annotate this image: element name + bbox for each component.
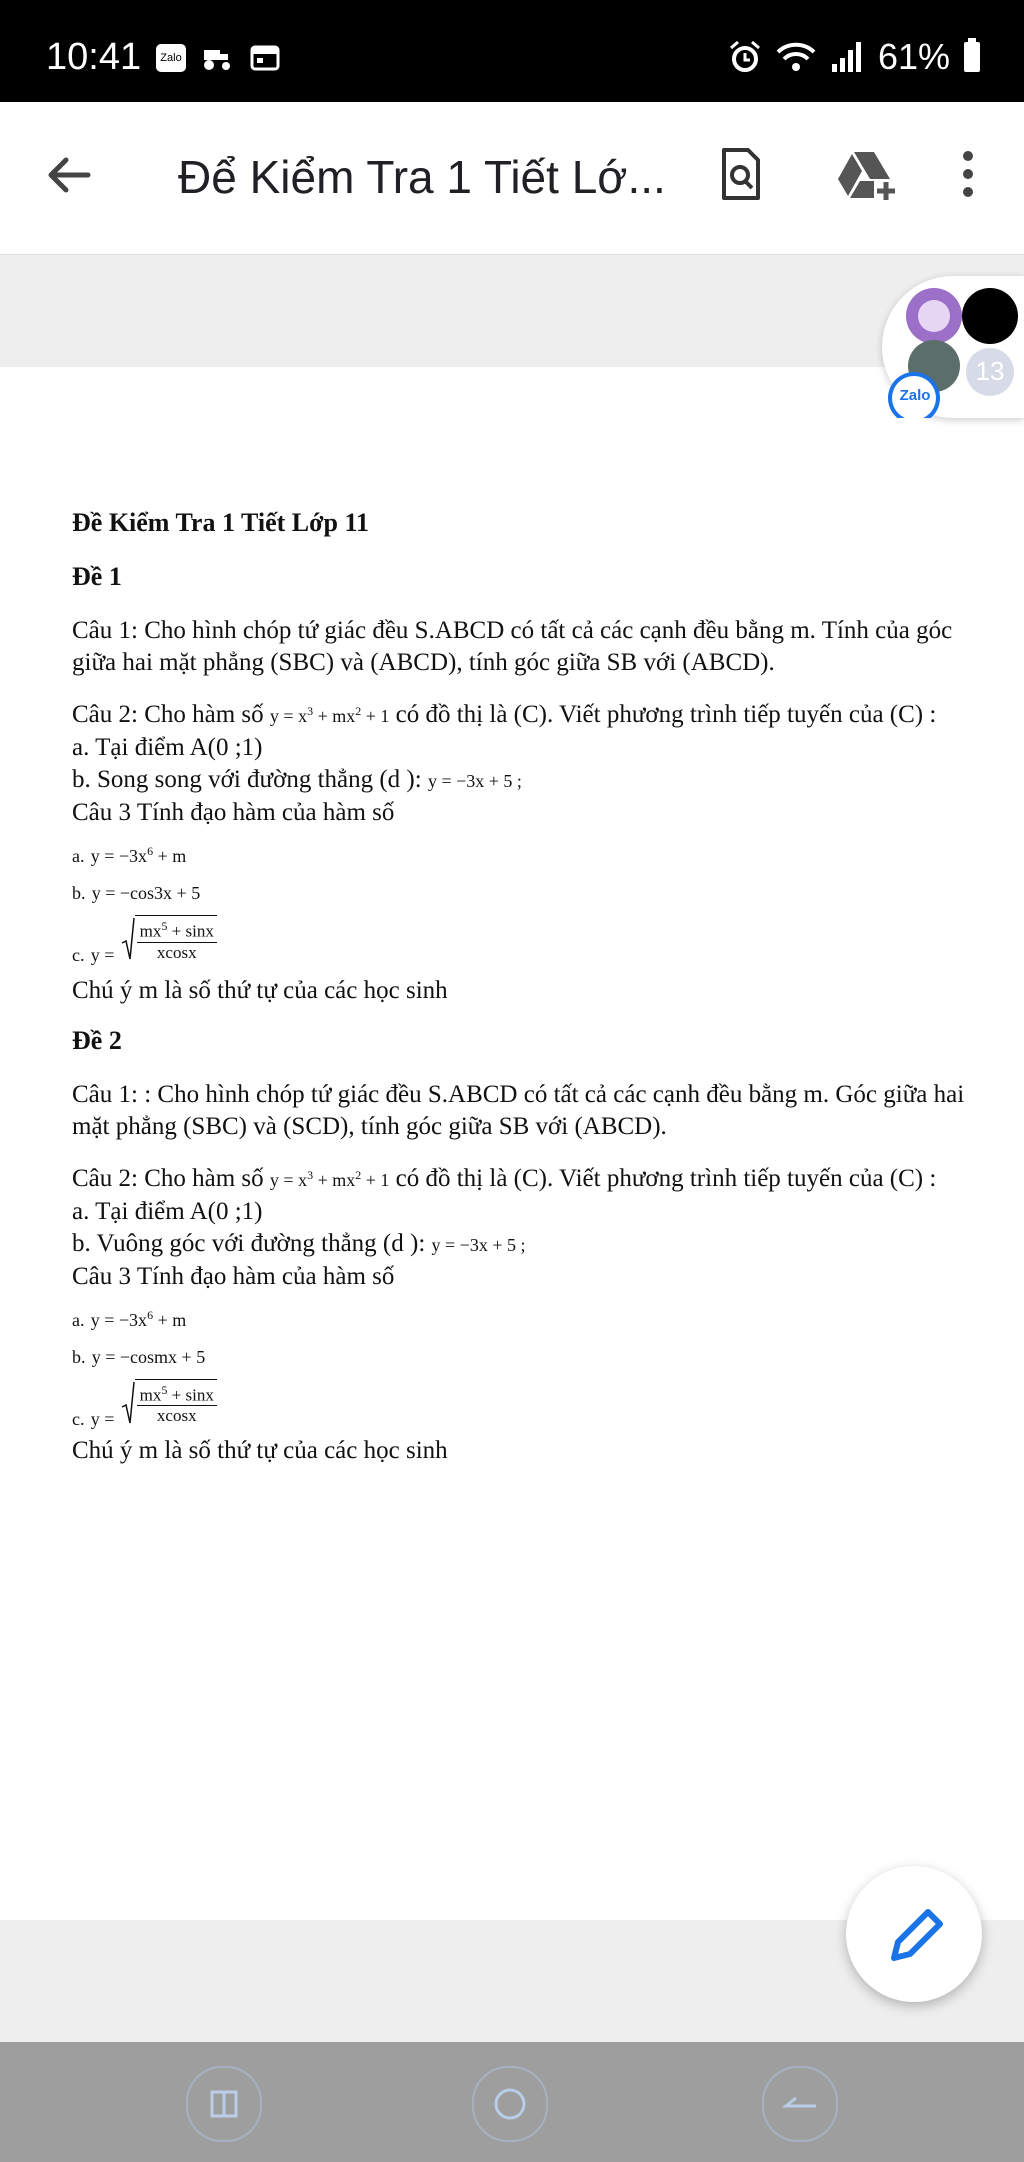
de2-item-c: c. y = $\frac{mx^5 + \sin x}{xcosx}$ [72, 1379, 992, 1435]
de1-func-math: $y = x^3 + mx^2 + 1$ [269, 704, 390, 726]
edit-fab-button[interactable] [846, 1866, 982, 2002]
de2-heading: Đề 2 [72, 1025, 122, 1055]
status-time: 10:41 [46, 36, 142, 78]
de1-heading: Đề 1 [72, 562, 122, 591]
de1-point-a: a. Tại điểm A(0 ;1) [72, 734, 263, 761]
de2-point-b: b. Vuông góc với đường thẳng (d ): y = −3x + 5 ; [72, 1229, 526, 1257]
system-nav-bar [0, 2042, 1024, 2162]
recents-icon [188, 2068, 260, 2140]
status-bar [0, 0, 1024, 102]
document-page [0, 367, 1024, 1920]
de2-func-math: $y = x^3 + mx^2 + 1$ [269, 1167, 390, 1190]
de2-item-b: b. y = −cosmx + 5 [72, 1346, 206, 1367]
alarm-icon [728, 40, 762, 74]
battery-icon [964, 42, 980, 72]
de2-cau1: Câu 1: : Cho hình chóp tứ giác đều S.ABCD có tất cả các cạnh đều bằng m. Góc giữa hai mặt phẳng (SBC) và (SCD), tính góc giữa SB với (ABCD). [72, 1080, 965, 1140]
de1-item-b: b. y = −cos3x + 5 [72, 883, 201, 903]
document-body [72, 507, 992, 1483]
home-button[interactable] [472, 2066, 548, 2142]
back-nav-icon [764, 2068, 836, 2140]
de1-cau3: Câu 3 Tính đạo hàm của hàm số [72, 799, 395, 826]
chat-head-bubble[interactable] [882, 276, 1024, 418]
de1-item-c: c. y = $\frac{mx^5 + \sin x}{xcosx}$ [72, 915, 992, 971]
signal-icon [830, 40, 864, 74]
calendar-notification-icon [250, 44, 280, 72]
more-options-icon[interactable] [956, 146, 980, 202]
grey-margin-band [0, 255, 1024, 367]
de2-cau3: Câu 3 Tính đạo hàm của hàm số [72, 1262, 395, 1290]
recent-apps-button[interactable] [186, 2066, 262, 2142]
battery-percent: 61% [877, 36, 950, 77]
back-nav-button[interactable] [762, 2066, 838, 2142]
de1-point-b: b. Song song với đường thẳng (d ): y = −3x + 5 ; [72, 766, 522, 793]
de1-cau2: Câu 2: Cho hàm số $y = x^3 + mx^2 + 1$ có đồ thị là (C). Viết phương trình tiếp tuyến của (C) : [72, 701, 937, 728]
document-title: Để Kiểm Tra 1 Tiết Lớ... [178, 151, 666, 203]
tractor-notification-icon [200, 44, 234, 72]
de2-point-a: a. Tại điểm A(0 ;1) [72, 1197, 263, 1225]
home-icon [474, 2068, 546, 2140]
zalo-logo-label: Zalo [899, 387, 931, 404]
de1-item-a: a. $y = -3x^6 + m$ [72, 844, 187, 866]
doc-title: Đề Kiểm Tra 1 Tiết Lớp 11 [72, 508, 370, 537]
zalo-notification-icon: Zalo [156, 44, 186, 72]
add-to-drive-icon[interactable] [834, 146, 898, 202]
de2-note: Chú ý m là số thứ tự của các học sinh [72, 1436, 448, 1464]
app-toolbar [0, 102, 1024, 255]
de1-cau1: Câu 1: Cho hình chóp tứ giác đều S.ABCD có tất cả các cạnh đều bằng m. Tính của góc giữa hai mặt phẳng (SBC) và (ABCD), tính góc giữa SB với (ABCD). [72, 617, 953, 676]
de1-note: Chú ý m là số thứ tự của các học sinh [72, 976, 448, 1004]
unread-badge: 13 [975, 356, 1005, 386]
wifi-icon [776, 40, 816, 74]
pencil-icon [846, 1866, 982, 2002]
de2-item-a: a. $y = -3x^6 + m$ [72, 1307, 187, 1330]
de2-cau2: Câu 2: Cho hàm số $y = x^3 + mx^2 + 1$ có đồ thị là (C). Viết phương trình tiếp tuyến của (C) : [72, 1164, 937, 1192]
back-arrow-icon[interactable] [44, 150, 94, 200]
status-right [728, 36, 980, 78]
search-in-document-icon[interactable] [712, 146, 768, 202]
